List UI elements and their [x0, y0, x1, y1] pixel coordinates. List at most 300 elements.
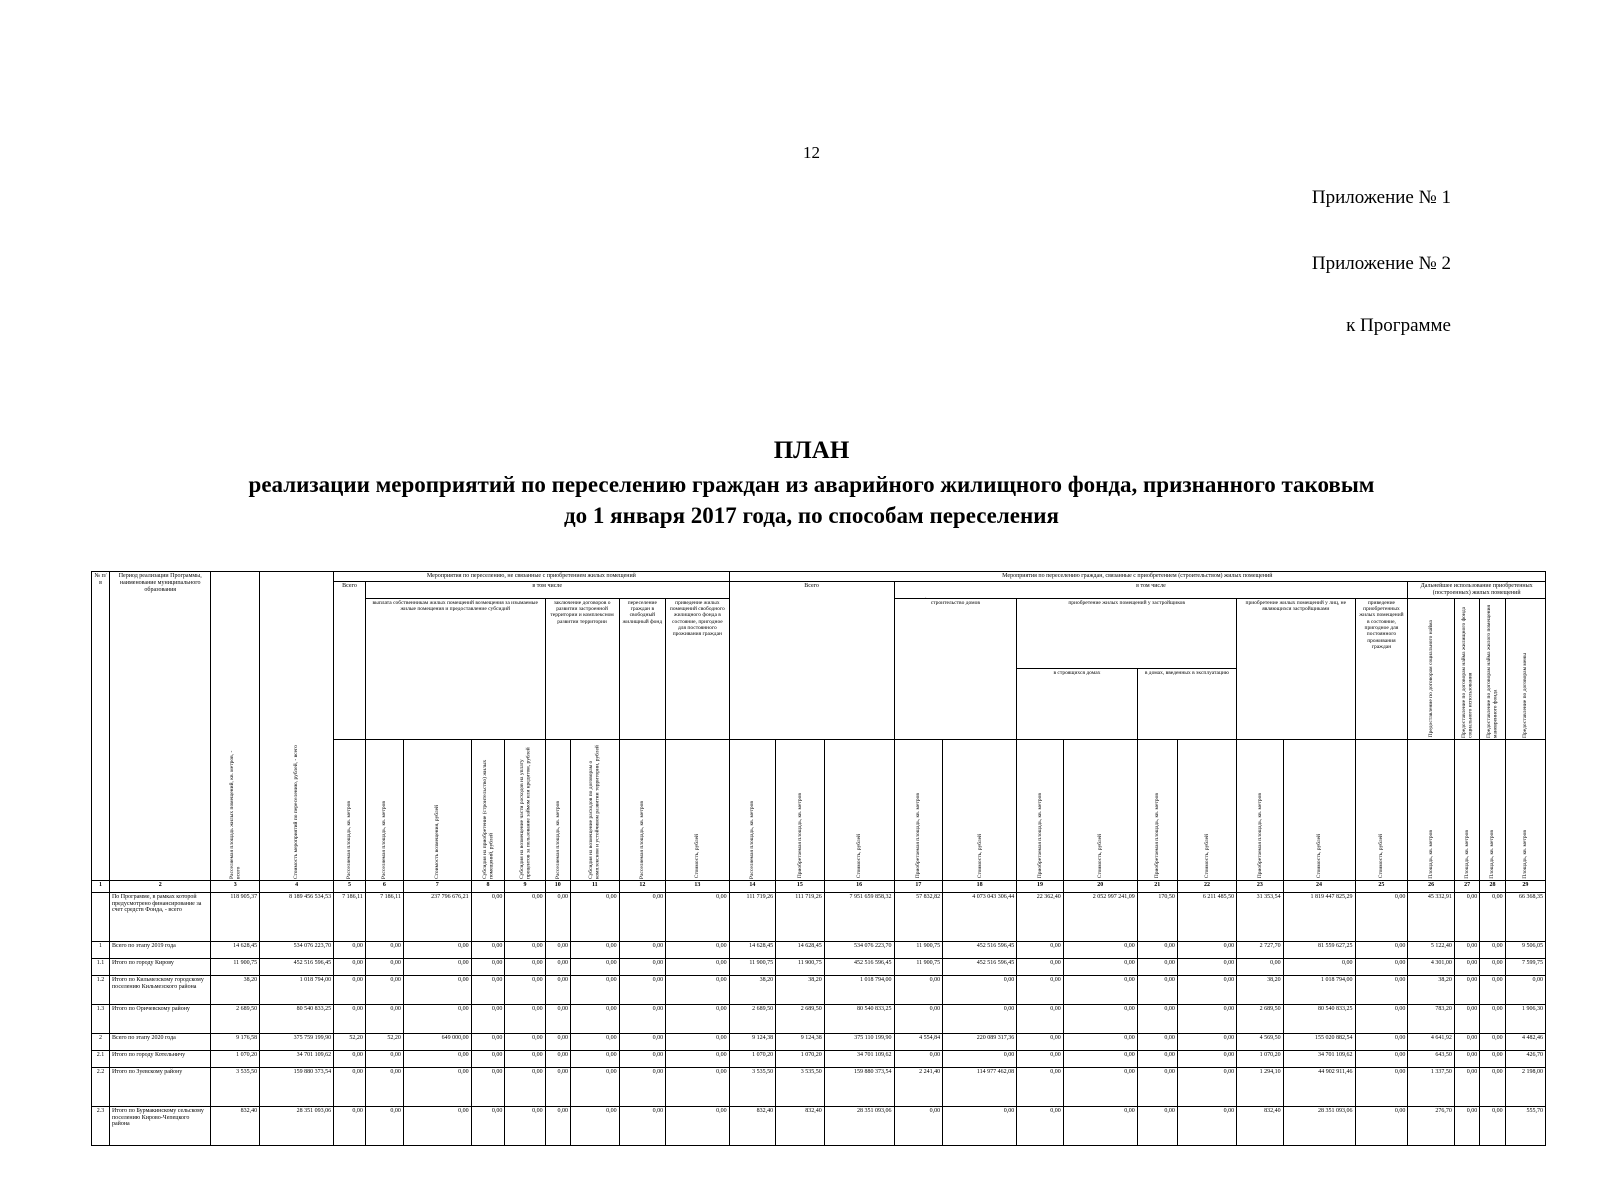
cell-value: 0,00	[1063, 1033, 1137, 1050]
column-index-18: 18	[943, 880, 1017, 892]
column-index-13: 13	[666, 880, 729, 892]
row-number: 2.1	[92, 1050, 110, 1067]
cell-value: 9 176,58	[211, 1033, 260, 1050]
stray-mark: ·	[924, 594, 928, 605]
table-row	[92, 1067, 1546, 1106]
cell-value: 38,20	[1408, 975, 1455, 1004]
cell-value: 0,00	[1177, 1106, 1236, 1145]
cell-value: 28 351 093,06	[1283, 1106, 1355, 1145]
cell-value: 0,00	[1454, 941, 1479, 958]
cell-value: 0,00	[1177, 1033, 1236, 1050]
cell-value: 2 689,50	[1237, 1004, 1284, 1033]
cell-value: 0,00	[1355, 1106, 1408, 1145]
cell-value: 832,40	[729, 1106, 776, 1145]
header-bring: приведение жилых помещений свободного жилищного фонда в состояние, пригодное для постоянного проживания граждан	[666, 598, 729, 739]
column-index-14: 14	[729, 880, 776, 892]
cell-value: 22 362,40	[1017, 892, 1064, 941]
cell-value: 0,00	[570, 1004, 619, 1033]
cell-value: 0,00	[365, 1050, 403, 1067]
cell-value: 0,00	[471, 1067, 505, 1106]
cell-value: 81 559 627,25	[1283, 941, 1355, 958]
column-index-2: 2	[109, 880, 211, 892]
header-f3: Предоставление по договорам найма жилого помещения маневренного фонда	[1480, 598, 1505, 739]
cell-value: 0,00	[619, 1004, 666, 1033]
cell-value: 0,00	[545, 1067, 570, 1106]
cell-value: 0,00	[1355, 1004, 1408, 1033]
subheader-col-12: Расселяемая площадь, кв. метров	[619, 739, 666, 880]
cell-value: 0,00	[1454, 975, 1479, 1004]
cell-value: 0,00	[1177, 975, 1236, 1004]
subheader-col-18: Стоимость, рублей	[943, 739, 1017, 880]
cell-value: 0,00	[365, 941, 403, 958]
cell-value: 14 628,45	[211, 941, 260, 958]
cell-value: 2 689,50	[776, 1004, 825, 1033]
cell-value: 1 018 794,00	[260, 975, 334, 1004]
header-b-vsego: Всего	[729, 581, 894, 739]
cell-value: 220 089 317,36	[943, 1033, 1017, 1050]
cell-value: 4 073 043 306,44	[943, 892, 1017, 941]
cell-value: 0,00	[403, 1106, 471, 1145]
cell-value: 111 719,26	[729, 892, 776, 941]
cell-value: 0,00	[619, 1067, 666, 1106]
cell-value: 0,00	[666, 1067, 729, 1106]
cell-value: 2 052 997 241,09	[1063, 892, 1137, 941]
column-index-7: 7	[403, 880, 471, 892]
cell-value: 0,00	[666, 1004, 729, 1033]
cell-value: 0,00	[1454, 892, 1479, 941]
column-index-11: 11	[570, 880, 619, 892]
cell-value: 0,00	[1177, 941, 1236, 958]
cell-value: 0,00	[1137, 941, 1177, 958]
column-index-22: 22	[1177, 880, 1236, 892]
cell-value: 34 701 109,62	[1283, 1050, 1355, 1067]
cell-value: 57 832,82	[894, 892, 943, 941]
cell-value: 0,00	[894, 1050, 943, 1067]
cell-value: 2 689,50	[211, 1004, 260, 1033]
column-index-17: 17	[894, 880, 943, 892]
row-label: Итого по Оричевскому району	[109, 1004, 211, 1033]
annex-line-3: к Программе	[1346, 315, 1451, 336]
cell-value: 0,00	[1355, 892, 1408, 941]
cell-value: 0,00	[1454, 1106, 1479, 1145]
cell-value: 0,00	[619, 892, 666, 941]
cell-value: 0,00	[619, 975, 666, 1004]
cell-value: 0,00	[1017, 1050, 1064, 1067]
cell-value: 0,00	[666, 1033, 729, 1050]
cell-value: 0,00	[894, 1106, 943, 1145]
cell-value: 52,20	[334, 1033, 366, 1050]
row-number: 1	[92, 941, 110, 958]
column-index-3: 3	[211, 880, 260, 892]
cell-value: 0,00	[943, 1004, 1017, 1033]
cell-value: 0,00	[471, 958, 505, 975]
cell-value: 0,00	[1480, 892, 1505, 941]
cell-value: 0,00	[365, 975, 403, 1004]
cell-value: 534 076 223,70	[824, 941, 894, 958]
cell-value: 0,00	[1177, 958, 1236, 975]
header-a-in-which: в том числе	[365, 581, 729, 598]
subheader-col-22: Стоимость, рублей	[1177, 739, 1236, 880]
cell-value: 555,70	[1505, 1106, 1545, 1145]
cell-value: 31 353,54	[1237, 892, 1284, 941]
cell-value: 7 951 659 858,32	[824, 892, 894, 941]
cell-value: 0,00	[365, 1004, 403, 1033]
cell-value: 4 569,50	[1237, 1033, 1284, 1050]
cell-value: 0,00	[666, 975, 729, 1004]
cell-value: 14 628,45	[729, 941, 776, 958]
subheader-col-23: Приобретаемая площадь, кв. метров	[1237, 739, 1284, 880]
cell-value: 0,00	[545, 958, 570, 975]
cell-value: 80 540 833,25	[1283, 1004, 1355, 1033]
cell-value: 1 018 794,00	[824, 975, 894, 1004]
cell-value: 1 337,50	[1408, 1067, 1455, 1106]
subheader-col-17: Приобретаемая площадь, кв. метров	[894, 739, 943, 880]
cell-value: 832,40	[211, 1106, 260, 1145]
cell-value: 0,00	[570, 1050, 619, 1067]
column-index-26: 26	[1408, 880, 1455, 892]
cell-value: 0,00	[1355, 1067, 1408, 1106]
cell-value: 0,00	[334, 958, 366, 975]
subheader-col-8: Субсидия на приобретение (строительство) жилых помещений, рублей	[471, 739, 505, 880]
document-subtitle-line-2: до 1 января 2017 года, по способам переселения	[564, 503, 1059, 528]
cell-value: 0,00	[1237, 958, 1284, 975]
cell-value: 7 186,11	[365, 892, 403, 941]
cell-value: 0,00	[1355, 958, 1408, 975]
subheader-col-20: Стоимость, рублей	[1063, 739, 1137, 880]
cell-value: 0,00	[1177, 1004, 1236, 1033]
cell-value: 118 905,37	[211, 892, 260, 941]
cell-value: 0,00	[334, 1004, 366, 1033]
cell-value: 2 727,70	[1237, 941, 1284, 958]
cell-value: 0,00	[545, 892, 570, 941]
cell-value: 0,00	[1017, 941, 1064, 958]
cell-value: 375 110 199,90	[824, 1033, 894, 1050]
cell-value: 5 122,40	[1408, 941, 1455, 958]
cell-value: 9 124,38	[729, 1033, 776, 1050]
column-index-20: 20	[1063, 880, 1137, 892]
cell-value: 0,00	[545, 1050, 570, 1067]
cell-value: 38,20	[729, 975, 776, 1004]
table-row	[92, 1033, 1546, 1050]
cell-value: 4 482,46	[1505, 1033, 1545, 1050]
cell-value: 0,00	[1480, 1033, 1505, 1050]
header-group-b: Мероприятия по переселению граждан, связанные с приобретением (строительством) жилых помещений	[729, 572, 1545, 582]
cell-value: 28 351 093,06	[260, 1106, 334, 1145]
cell-value: 0,00	[334, 1067, 366, 1106]
column-index-27: 27	[1454, 880, 1479, 892]
cell-value: 0,00	[505, 1004, 545, 1033]
header-num: № п/в	[92, 572, 110, 881]
cell-value: 0,00	[1017, 975, 1064, 1004]
cell-value: 170,50	[1137, 892, 1177, 941]
cell-value: 0,00	[545, 1004, 570, 1033]
table-row	[92, 892, 1546, 941]
cell-value: 0,00	[1017, 1033, 1064, 1050]
cell-value: 0,00	[1454, 958, 1479, 975]
cell-value: 0,00	[570, 975, 619, 1004]
row-label: По Программе, в рамках которой предусмотрено финансирование за счет средств Фонда, - всего	[109, 892, 211, 941]
cell-value: 0,00	[403, 958, 471, 975]
column-index-23: 23	[1237, 880, 1284, 892]
header-buy-dev-commissioned: в домах, введенных в эксплуатацию	[1137, 669, 1236, 740]
cell-value: 0,00	[505, 941, 545, 958]
cell-value: 0,00	[619, 1050, 666, 1067]
cell-value: 52,20	[365, 1033, 403, 1050]
cell-value: 0,00	[1480, 1050, 1505, 1067]
column-index-28: 28	[1480, 880, 1505, 892]
cell-value: 0,00	[1063, 1004, 1137, 1033]
column-index-21: 21	[1137, 880, 1177, 892]
cell-value: 38,20	[776, 975, 825, 1004]
column-index-15: 15	[776, 880, 825, 892]
column-index-10: 10	[545, 880, 570, 892]
cell-value: 0,00	[1017, 1067, 1064, 1106]
cell-value: 0,00	[471, 975, 505, 1004]
header-contracts: заключение договоров о развитии застроенной территории и комплексном развитии территории	[545, 598, 619, 739]
row-number	[92, 892, 110, 941]
cell-value: 159 880 373,54	[824, 1067, 894, 1106]
cell-value: 0,00	[1063, 941, 1137, 958]
row-label: Итого по Бурмакинскому сельскому поселению Кирово-Чепецкого района	[109, 1106, 211, 1145]
header-cost-total: Стоимость мероприятий по переселению, рублей, - всего	[260, 572, 334, 881]
subheader-col-6: Расселяемая площадь, кв. метров	[365, 739, 403, 880]
cell-value: 783,20	[1408, 1004, 1455, 1033]
cell-value: 0,00	[545, 1033, 570, 1050]
column-index-25: 25	[1355, 880, 1408, 892]
cell-value: 0,00	[334, 941, 366, 958]
header-buy-non-developers: приобретение жилых помещений у лиц, не являющихся застройщиками	[1237, 598, 1355, 739]
cell-value: 159 880 373,54	[260, 1067, 334, 1106]
column-index-8: 8	[471, 880, 505, 892]
header-buy-developers: приобретение жилых помещений у застройщиков	[1017, 598, 1237, 669]
cell-value: 0,00	[471, 941, 505, 958]
cell-value: 66 368,35	[1505, 892, 1545, 941]
cell-value: 0,00	[505, 958, 545, 975]
cell-value: 0,00	[545, 975, 570, 1004]
cell-value: 0,00	[1480, 958, 1505, 975]
cell-value: 1 070,20	[211, 1050, 260, 1067]
cell-value: 0,00	[943, 1050, 1017, 1067]
cell-value: 28 351 093,06	[824, 1106, 894, 1145]
cell-value: 0,00	[570, 1033, 619, 1050]
cell-value: 3 535,50	[776, 1067, 825, 1106]
cell-value: 0,00	[1480, 975, 1505, 1004]
cell-value: 452 516 596,45	[943, 941, 1017, 958]
subheader-col-9: Субсидия на возмещение части расходов на уплату процентов за пользование займом или кредитом, рублей	[505, 739, 545, 880]
cell-value: 649 000,00	[403, 1033, 471, 1050]
cell-value: 0,00	[471, 892, 505, 941]
column-index-5: 5	[334, 880, 366, 892]
cell-value: 9 124,38	[776, 1033, 825, 1050]
cell-value: 0,00	[471, 1106, 505, 1145]
header-bring-acquired: приведение приобретенных жилых помещений в состояние, пригодное для постоянного проживания граждан	[1355, 598, 1408, 739]
header-buy-dev-under-construction: в строящихся домах	[1017, 669, 1138, 740]
subheader-col-26: Площадь, кв. метров	[1408, 739, 1455, 880]
cell-value: 0,00	[943, 1106, 1017, 1145]
cell-value: 0,00	[365, 1067, 403, 1106]
cell-value: 34 701 109,62	[260, 1050, 334, 1067]
cell-value: 0,00	[1177, 1050, 1236, 1067]
header-area-total: Расселяемая площадь жилых помещений, кв. метров, - всего	[211, 572, 260, 881]
cell-value: 0,00	[505, 1106, 545, 1145]
row-number: 2	[92, 1033, 110, 1050]
cell-value: 0,00	[1063, 1067, 1137, 1106]
cell-value: 0,00	[619, 1033, 666, 1050]
column-index-24: 24	[1283, 880, 1355, 892]
cell-value: 0,00	[1017, 958, 1064, 975]
subheader-col-10: Расселяемая площадь, кв. метров	[545, 739, 570, 880]
cell-value: 0,00	[570, 958, 619, 975]
column-index-29: 29	[1505, 880, 1545, 892]
cell-value: 0,00	[894, 1004, 943, 1033]
cell-value: 14 628,45	[776, 941, 825, 958]
cell-value: 0,00	[471, 1033, 505, 1050]
cell-value: 1 819 447 825,29	[1283, 892, 1355, 941]
cell-value: 0,00	[505, 975, 545, 1004]
cell-value: 0,00	[505, 1033, 545, 1050]
cell-value: 0,00	[545, 941, 570, 958]
row-number: 1.1	[92, 958, 110, 975]
cell-value: 0,00	[1137, 1050, 1177, 1067]
cell-value: 452 516 596,45	[260, 958, 334, 975]
cell-value: 2 689,50	[729, 1004, 776, 1033]
cell-value: 11 900,75	[211, 958, 260, 975]
cell-value: 0,00	[1283, 958, 1355, 975]
row-label: Итого по городу Котельничу	[109, 1050, 211, 1067]
cell-value: 0,00	[505, 1067, 545, 1106]
subheader-col-15: Приобретаемая площадь, кв. метров	[776, 739, 825, 880]
header-payout: выплата собственникам жилых помещений возмещения за изымаемые жилые помещения и предоставление субсидий	[365, 598, 545, 739]
cell-value: 426,70	[1505, 1050, 1545, 1067]
column-index-16: 16	[824, 880, 894, 892]
cell-value: 80 540 833,25	[260, 1004, 334, 1033]
row-number: 2.3	[92, 1106, 110, 1145]
cell-value: 3 535,50	[211, 1067, 260, 1106]
row-label: Итого по Кильмезскому городскому поселению Кильмезского района	[109, 975, 211, 1004]
table-row	[92, 975, 1546, 1004]
cell-value: 534 076 223,70	[260, 941, 334, 958]
cell-value: 111 719,26	[776, 892, 825, 941]
cell-value: 155 020 882,54	[1283, 1033, 1355, 1050]
cell-value: 0,00	[545, 1106, 570, 1145]
cell-value: 1 070,20	[1237, 1050, 1284, 1067]
cell-value: 0,00	[1480, 941, 1505, 958]
subheader-col-24: Стоимость, рублей	[1283, 739, 1355, 880]
header-construction: строительство домов	[894, 598, 1017, 739]
cell-value: 0,00	[1063, 975, 1137, 1004]
row-number: 1.3	[92, 1004, 110, 1033]
document-title: ПЛАН	[773, 437, 850, 464]
cell-value: 8 189 456 534,53	[260, 892, 334, 941]
header-further-use: Дальнейшее использование приобретенных (построенных) жилых помещений	[1408, 581, 1546, 598]
subheader-col-28: Площадь, кв. метров	[1480, 739, 1505, 880]
table-row	[92, 1050, 1546, 1067]
cell-value: 452 516 596,45	[943, 958, 1017, 975]
cell-value: 0,00	[1505, 975, 1545, 1004]
resettlement-plan-table-container	[91, 571, 1546, 1141]
cell-value: 0,00	[1137, 1106, 1177, 1145]
cell-value: 0,00	[1017, 1106, 1064, 1145]
cell-value: 276,70	[1408, 1106, 1455, 1145]
cell-value: 4 641,92	[1408, 1033, 1455, 1050]
cell-value: 0,00	[666, 958, 729, 975]
cell-value: 0,00	[403, 1050, 471, 1067]
cell-value: 0,00	[334, 1106, 366, 1145]
cell-value: 0,00	[471, 1050, 505, 1067]
table-row	[92, 1106, 1546, 1145]
cell-value: 0,00	[1355, 941, 1408, 958]
subheader-col-11: Субсидия на возмещение расходов по договорам о комплексном и устойчивом развитии территории, рублей	[570, 739, 619, 880]
cell-value: 0,00	[666, 1050, 729, 1067]
cell-value: 0,00	[1137, 975, 1177, 1004]
header-f4: Предоставление по договорам мены	[1505, 598, 1545, 739]
header-a-vsego: Всего	[334, 581, 366, 739]
header-b-in-which: в том числе	[894, 581, 1408, 598]
cell-value: 0,00	[1454, 1033, 1479, 1050]
cell-value: 2 241,40	[894, 1067, 943, 1106]
cell-value: 0,00	[365, 958, 403, 975]
cell-value: 0,00	[505, 1050, 545, 1067]
cell-value: 0,00	[666, 941, 729, 958]
cell-value: 4 554,84	[894, 1033, 943, 1050]
cell-value: 0,00	[894, 975, 943, 1004]
cell-value: 0,00	[1017, 1004, 1064, 1033]
cell-value: 0,00	[1454, 1004, 1479, 1033]
cell-value: 11 900,75	[776, 958, 825, 975]
cell-value: 1 018 794,00	[1283, 975, 1355, 1004]
cell-value: 0,00	[570, 1067, 619, 1106]
cell-value: 0,00	[666, 892, 729, 941]
cell-value: 0,00	[943, 975, 1017, 1004]
document-subtitle-line-1: реализации мероприятий по переселению граждан из аварийного жилищного фонда, признанного таковым	[248, 472, 1375, 497]
subheader-col-7: Стоимость возмещения, рублей	[403, 739, 471, 880]
annex-line-1: Приложение № 1	[1311, 187, 1451, 208]
header-group-a: Мероприятия по переселению, не связанные с приобретением жилых помещений	[334, 572, 729, 582]
cell-value: 0,00	[619, 941, 666, 958]
column-index-6: 6	[365, 880, 403, 892]
subheader-col-29: Площадь, кв. метров	[1505, 739, 1545, 880]
cell-value: 11 900,75	[729, 958, 776, 975]
cell-value: 0,00	[1355, 1033, 1408, 1050]
cell-value: 0,00	[666, 1106, 729, 1145]
cell-value: 0,00	[505, 892, 545, 941]
page-number: 12	[803, 143, 820, 162]
cell-value: 6 211 485,50	[1177, 892, 1236, 941]
row-label: Итого по Зуевскому району	[109, 1067, 211, 1106]
cell-value: 0,00	[570, 1106, 619, 1145]
cell-value: 0,00	[334, 975, 366, 1004]
cell-value: 0,00	[1355, 1050, 1408, 1067]
cell-value: 7 186,11	[334, 892, 366, 941]
column-index-9: 9	[505, 880, 545, 892]
cell-value: 452 516 596,45	[824, 958, 894, 975]
column-index-19: 19	[1017, 880, 1064, 892]
cell-value: 0,00	[1454, 1050, 1479, 1067]
cell-value: 0,00	[1137, 1067, 1177, 1106]
subheader-col-16: Стоимость, рублей	[824, 739, 894, 880]
cell-value: 0,00	[403, 975, 471, 1004]
row-label: Итого по городу Кирову	[109, 958, 211, 975]
cell-value: 2 198,00	[1505, 1067, 1545, 1106]
cell-value: 34 701 109,62	[824, 1050, 894, 1067]
cell-value: 11 900,75	[894, 941, 943, 958]
cell-value: 38,20	[1237, 975, 1284, 1004]
cell-value: 0,00	[1063, 958, 1137, 975]
cell-value: 0,00	[1480, 1004, 1505, 1033]
cell-value: 11 900,75	[894, 958, 943, 975]
cell-value: 38,20	[211, 975, 260, 1004]
cell-value: 375 759 199,90	[260, 1033, 334, 1050]
